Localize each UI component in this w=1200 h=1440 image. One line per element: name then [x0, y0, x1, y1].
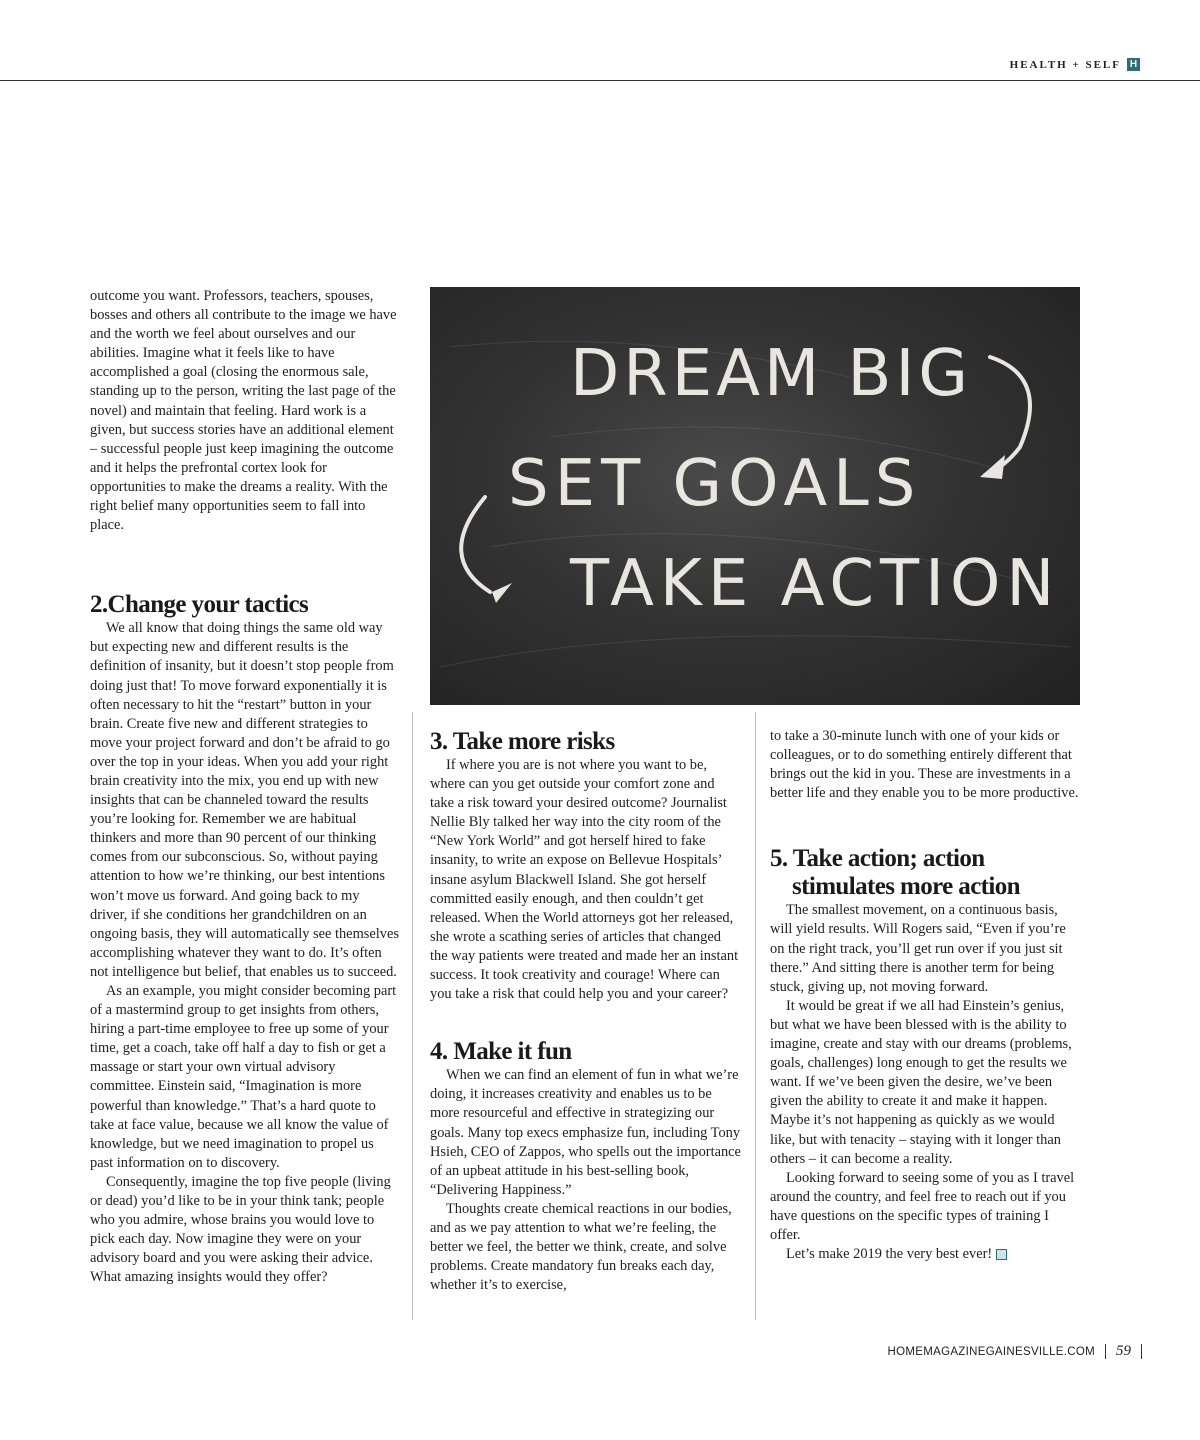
paragraph: The smallest movement, on a continuous basis, will yield results. Will Rogers said, “Even if you’re on the right track, you’ll get run over if you just sit there.” And sitting there is another term for being stuck, giving up, not moving forward. [770, 902, 1066, 995]
column-divider-left [412, 712, 413, 1320]
curved-arrow-right [985, 357, 1030, 475]
paragraph: If where you are is not where you want to be, where can you get outside your comfort zone and take a risk toward your desired outcome? Journalist Nellie Bly talked her way into the city room of the “New York World” and got herself hired to fake insanity, to write an expose on Bellevue Hospitals’ insane asylum Blackwell Island. She got herself committed easily enough, and then couldn’t get released. When the World attorneys got her released, she wrote a scathing series of articles that changed the way patients were treated and made her an instant success. It took creativity and courage! Where can you take a risk that could help you and your career? [430, 757, 739, 1003]
end-mark-icon [996, 1249, 1007, 1260]
heading-make-it-fun: 4. Make it fun [430, 1038, 572, 1066]
closing-paragraph [770, 1245, 1080, 1264]
footer [888, 1343, 1142, 1360]
heading-take-more-risks: 3. Take more risks [430, 728, 615, 755]
paragraph: Thoughts create chemical reactions in our bodies, and as we pay attention to what we’re feeling, the better we feel, the better we think, create, and solve problems. Create mandatory fun breaks each day, whether it’s to exercise, [430, 1200, 732, 1294]
section-label: HEALTH + SELF [1009, 58, 1121, 71]
curved-arrow-left [461, 497, 490, 592]
arrowhead-right [980, 455, 1005, 479]
page-number: 59 [1116, 1343, 1131, 1359]
paragraph: Looking forward to seeing some of you as I travel around the country, and feel free to reach out if you have questions on the specific types of training I offer. [770, 1169, 1075, 1243]
arrowhead-left [492, 583, 512, 603]
footer-url: HOMEMAGAZINEGAINESVILLE.COM [887, 1345, 1095, 1358]
column-3 [770, 727, 1080, 1264]
column-1 [90, 287, 400, 1288]
paragraph: We all know that doing things the same old way but expecting new and different results is the definition of insanity, but it doesn’t stop people from doing just that! To move forward exponentially it is often necessary to hit the “restart” button in your brain. Create five new and different strategies to move your project forward and don’t be afraid to go over the top in your ideas. When you add your right brain creativity into the mix, you end up with new insights that can be channeled toward the results you’re looking for. Remember we are habitual thinkers and more than 90 percent of our thinking comes from our subconscious. So, without paying attention to how we’re thinking, our best intentions won’t move us forward. And going back to my driver, if she conditions her grandchildren on an ongoing basis, they will automatically see themselves accomplishing whatever they want to do. It’s often not intelligence but belief, that enables us to succeed. [90, 620, 399, 980]
intro-paragraph: outcome you want. Professors, teachers, spouses, bosses and others all contribute to the image we have and the worth we feel about ourselves and our abilities. Imagine what it feels like to have accomplished a goal (closing the enormous sale, standing up to the person, writing the last page of the novel) and maintain that feeling. Hard work is a given, but success stories have an additional element – successful people just keep imagining the outcome and it helps the prefrontal cortex look for opportunities to make the dreams a reality. With the right belief many opportunities seem to fall into place. [90, 288, 397, 534]
heading-take-action: 5. Take action; action stimulates more action [770, 845, 1020, 901]
footer-divider [1141, 1344, 1142, 1359]
running-head [1010, 58, 1140, 71]
chalk-text-dream-big: DREAM BIG [570, 337, 972, 411]
section-badge: H [1127, 58, 1140, 71]
paragraph: As an example, you might consider becoming part of a mastermind group to get insights from others, hiring a part-time employee to free up some of your time, get a coach, take off half a day to fish or get a massage or start your own virtual advisory committee. Einstein said, “Imagination is more powerful than knowledge.” That’s a hard quote to take at face value, because we all know the value of knowledge, but we need imagination to propel us past information on to discovery. [90, 983, 397, 1171]
chalk-text-set-goals: SET GOALS [508, 447, 922, 521]
paragraph-continued: to take a 30-minute lunch with one of your kids or colleagues, or to do something entirely different that brings out the kid in you. These are investments in a better life and they enable you to be more productive. [770, 728, 1079, 802]
closing-text: Let’s make 2019 the very best ever! [786, 1246, 993, 1263]
paragraph: It would be great if we all had Einstein’s genius, but what we have been blessed with is the ability to imagine, create and stay with our dreams (problems, goals, challenges) long enough to get the results we want. If we’ve been given the desire, we’ve been given the ability to create it and make it happen. Maybe it’s not happening as quickly as we would like, but with tenacity – staying with it longer than others – it can become a reality. [770, 997, 1072, 1167]
paragraph: When we can find an element of fun in what we’re doing, it increases creativity and enables us to be more resourceful and effective in strategizing our goals. Many top execs emphasize fun, including Tony Hsieh, CEO of Zappos, who spells out the importance of an upbeat attitude in his best-selling book, “Delivering Happiness.” [430, 1067, 741, 1198]
chalkboard-photo [430, 287, 1080, 705]
column-2 [430, 728, 742, 1295]
column-divider-right [755, 712, 756, 1320]
paragraph: Consequently, imagine the top five people (living or dead) you’d like to be in your think tank; people who you admire, whose brains you would love to pick each day. Now imagine they were on your advisory board and you were asking their advice. What amazing insights would they offer? [90, 1173, 391, 1286]
chalk-text-take-action: TAKE ACTION [570, 547, 1061, 621]
footer-divider [1105, 1344, 1106, 1359]
heading-change-your-tactics: 2.Change your tactics [90, 591, 309, 619]
header-rule [0, 80, 1200, 81]
